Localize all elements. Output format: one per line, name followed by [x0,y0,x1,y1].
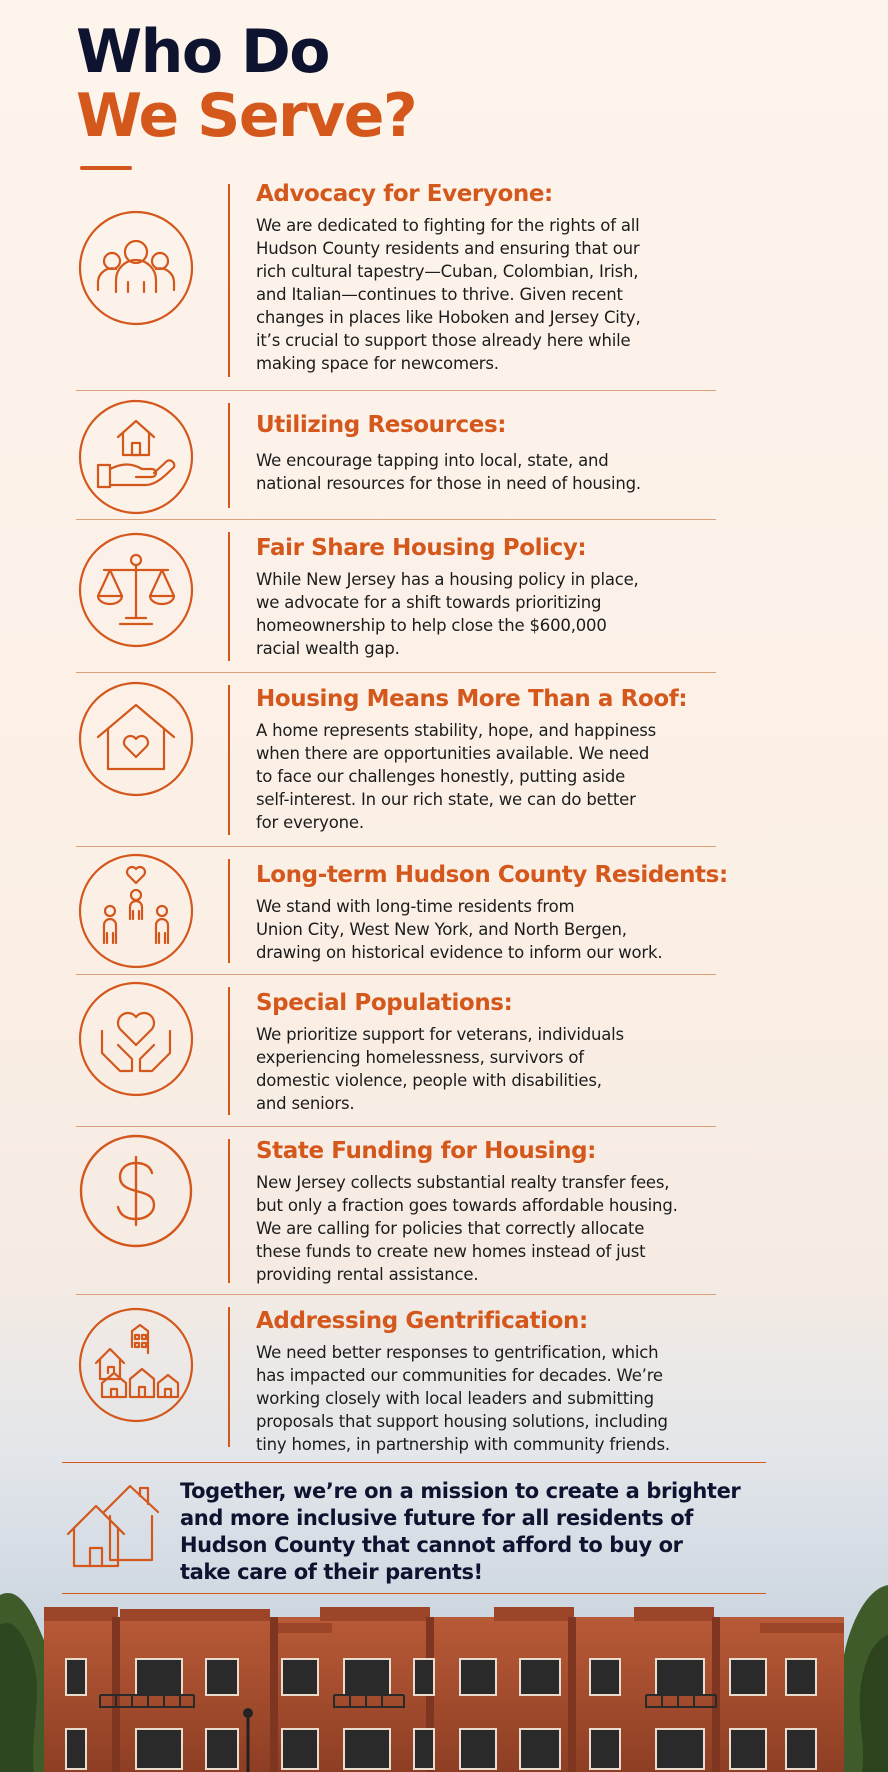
section-heading: Utilizing Resources: [256,412,507,438]
section-heading: Special Populations: [256,990,513,1016]
section-divider-vertical [228,1307,230,1447]
dollar-sign-icon [78,1133,194,1249]
section-heading: Housing Means More Than a Roof: [256,686,688,712]
section-heading: State Funding for Housing: [256,1138,596,1164]
section-resources [76,391,716,520]
community-people-heart-icon [78,853,194,969]
section-divider-vertical [228,403,230,508]
scales-of-justice-icon [78,532,194,648]
house-in-hand-icon [78,399,194,515]
section-body: We stand with long-time residents from Union City, West New York, and North Bergen, drawing on historical evidence to inform our work. [256,897,663,962]
section-body: New Jersey collects substantial realty transfer fees, but only a fraction goes towards affordable housing. We are calling for policies that correctly allocate these funds to create new homes instead of just providing rental assistance. [256,1173,678,1284]
people-group-icon [78,210,194,326]
section-divider-vertical [228,184,230,377]
brick-apartment-buildings-icon [0,1545,888,1772]
section-body: A home represents stability, hope, and happiness when there are opportunities available. We need to face our challenges honestly, putting aside self-interest. In our rich state, we can do better for everyone. [256,721,657,832]
section-long-term-residents [76,847,728,975]
section-body: While New Jersey has a housing policy in place, we advocate for a shift towards prioritizing homeownership to help close the $600,000 racial wealth gap. [256,570,639,658]
mission-rule-top [62,1462,766,1463]
page-title [76,17,417,151]
section-divider-vertical [228,859,230,963]
section-divider-vertical [228,685,230,835]
neighborhood-buildings-icon [78,1307,194,1423]
title-underline [80,166,132,170]
section-special-populations [76,975,716,1127]
house-heart-icon [78,681,194,797]
section-heading: Long-term Hudson County Residents: [256,862,728,888]
hands-heart-icon [78,981,194,1097]
section-divider-vertical [228,532,230,661]
section-heading: Addressing Gentrification: [256,1308,588,1334]
section-body: We need better responses to gentrification, which has impacted our communities for decades. We’re working closely with local leaders and submitting proposals that support housing solutions, including tiny homes, in partnership with community friends. [256,1343,670,1454]
mission-text: Together, we’re on a mission to create a brighter and more inclusive future for all residents of Hudson County that cannot afford to buy or take care of their parents! [180,1479,741,1584]
section-body: We encourage tapping into local, state, and national resources for those in need of housing. [256,451,641,493]
section-body: We are dedicated to fighting for the rights of all Hudson County residents and ensuring that our rich cultural tapestry—Cuban, Colombian, Irish, and Italian—continues to thrive. Given recent changes in places like Hoboken and Jersey City, it’s crucial to support those already here while making space for newcomers. [256,216,641,373]
section-divider-vertical [228,1139,230,1283]
section-fair-share [76,520,716,673]
section-heading: Advocacy for Everyone: [256,181,553,207]
page-title-line1: Who Do [76,17,330,87]
section-gentrification [76,1295,716,1455]
section-body: We prioritize support for veterans, individuals experiencing homelessness, survivors of domestic violence, people with disabilities, and seniors. [256,1025,624,1113]
section-heading: Fair Share Housing Policy: [256,535,587,561]
section-divider-vertical [228,987,230,1115]
section-more-than-roof [76,673,716,847]
section-state-funding [76,1127,716,1295]
section-advocacy [76,172,716,391]
page-title-line2: We Serve? [76,81,417,151]
